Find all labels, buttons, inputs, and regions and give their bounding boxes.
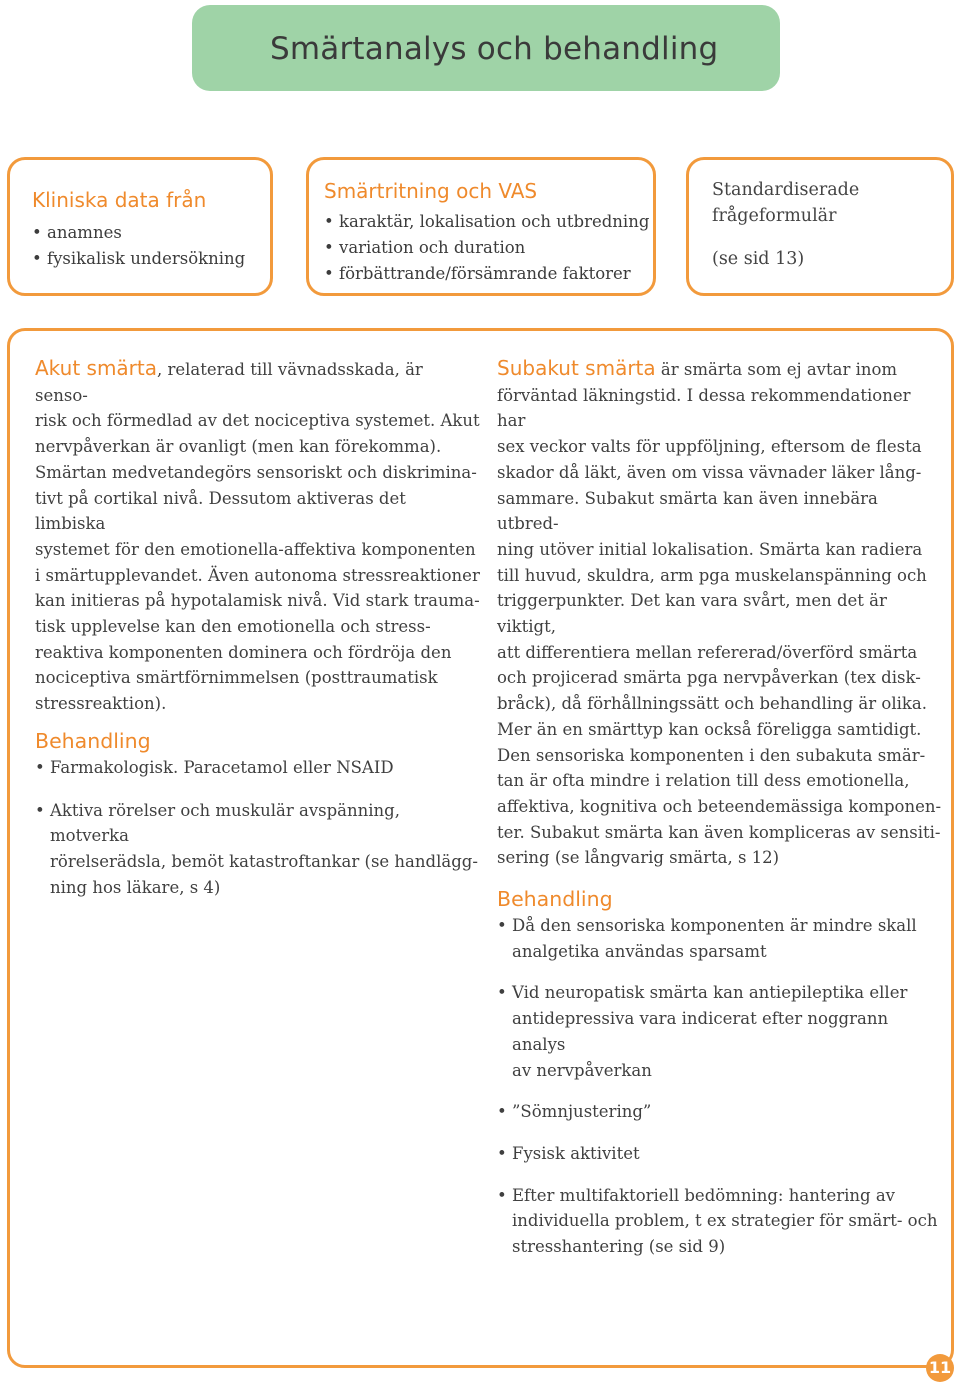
list-item: • Efter multifaktoriell bedömning: hantering av individuella problem, t ex strategier för smärt- och stresshantering (se sid 9) [497, 1183, 942, 1260]
list-item: • Aktiva rörelser och muskulär avspänning, motverka rörelserädsla, bemöt katastroftankar (se handlägg- ning hos läkare, s 4) [35, 798, 480, 901]
subacute-pain-text: Subakut smärta är smärta som ej avtar inom förväntad läkningstid. I dessa rekommendationer har sex veckor valts för uppföljning, eftersom de flesta skador då läkt, även om vissa vävnader läker lång- sammare. Subakut smärta kan även innebära utbred- ning utöver initial lokalisation. Smärta kan radiera till huvud, skuldra, arm pga muskelanspänning och triggerpunkter. Det kan vara svårt, men det är viktigt, att differentiera mellan refererad/överförd smärta och projicerad smärta pga nervpåverkan (tex disk- bråck), då förhållningssätt och behandling är olika. Mer än en smärttyp kan också föreligga samtidigt. Den sensoriska komponenten i den subakuta smär- tan är ofta mindre i relation till dess emotionella, affektiva, kognitiva och beteendemässiga komponen- ter. Subakut smärta kan även kompliceras av sensiti- sering (se långvarig smärta, s 12) [497, 356, 942, 868]
list-item: • variation och duration [324, 235, 649, 261]
pain-drawing-box [306, 157, 656, 296]
title-banner [192, 5, 780, 91]
subacute-treatment-heading: Behandling [497, 887, 613, 912]
list-item: • Fysisk aktivitet [497, 1141, 942, 1167]
pain-drawing-list [324, 209, 649, 287]
clinical-data-box [7, 157, 273, 296]
acute-treatment-list [35, 755, 480, 901]
list-item: • ”Sömnjustering” [497, 1099, 942, 1125]
subacute-treatment-list [497, 913, 942, 1260]
acute-pain-text: Akut smärta, relaterad till vävnadsskada, är senso- risk och förmedlad av det nociceptiva systemet. Akut nervpåverkan är ovanligt (men kan förekomma). Smärtan medvetandegörs sensoriskt och diskrimina- tivt på cortikal nivå. Dessutom aktiveras det limbiska systemet för den emotionella-affektiva komponenten i smärtupplevandet. Även autonoma stressreaktioner kan initieras på hypotalamisk nivå. Vid stark trauma- tisk upplevelse kan den emotionella och stress- reaktiva komponenten dominera och fördröja den nociceptiva smärtförnimmelsen (posttraumatisk stressreaktion). [35, 356, 480, 714]
clinical-data-heading: Kliniska data från [32, 188, 207, 212]
list-item: • anamnes [32, 220, 245, 246]
list-item: • förbättrande/försämrande faktorer [324, 261, 649, 287]
clinical-data-list [32, 220, 245, 272]
list-item: • karaktär, lokalisation och utbredning [324, 209, 649, 235]
acute-treatment-heading: Behandling [35, 728, 151, 753]
list-item: • Vid neuropatisk smärta kan antiepileptika eller antidepressiva vara indicerat efter noggrann analys av nervpåverkan [497, 980, 942, 1083]
pain-drawing-heading: Smärtritning och VAS [324, 179, 538, 203]
questionnaire-reference: (se sid 13) [712, 249, 805, 269]
subacute-pain-lead: Subakut smärta [497, 356, 656, 380]
page-title: Smärtanalys och behandling [270, 31, 719, 67]
page-number-badge: 11 [926, 1354, 954, 1382]
questionnaire-box [686, 157, 954, 296]
subacute-pain-column [497, 356, 942, 1260]
list-item: • Farmakologisk. Paracetamol eller NSAID [35, 755, 480, 781]
questionnaire-line-2: frågeformulär [712, 206, 837, 226]
list-item: • Då den sensoriska komponenten är mindre skall analgetika användas sparsamt [497, 913, 942, 964]
questionnaire-line-1: Standardiserade [712, 180, 860, 200]
acute-pain-column [35, 356, 480, 900]
list-item: • fysikalisk undersökning [32, 246, 245, 272]
acute-pain-lead: Akut smärta [35, 356, 158, 380]
